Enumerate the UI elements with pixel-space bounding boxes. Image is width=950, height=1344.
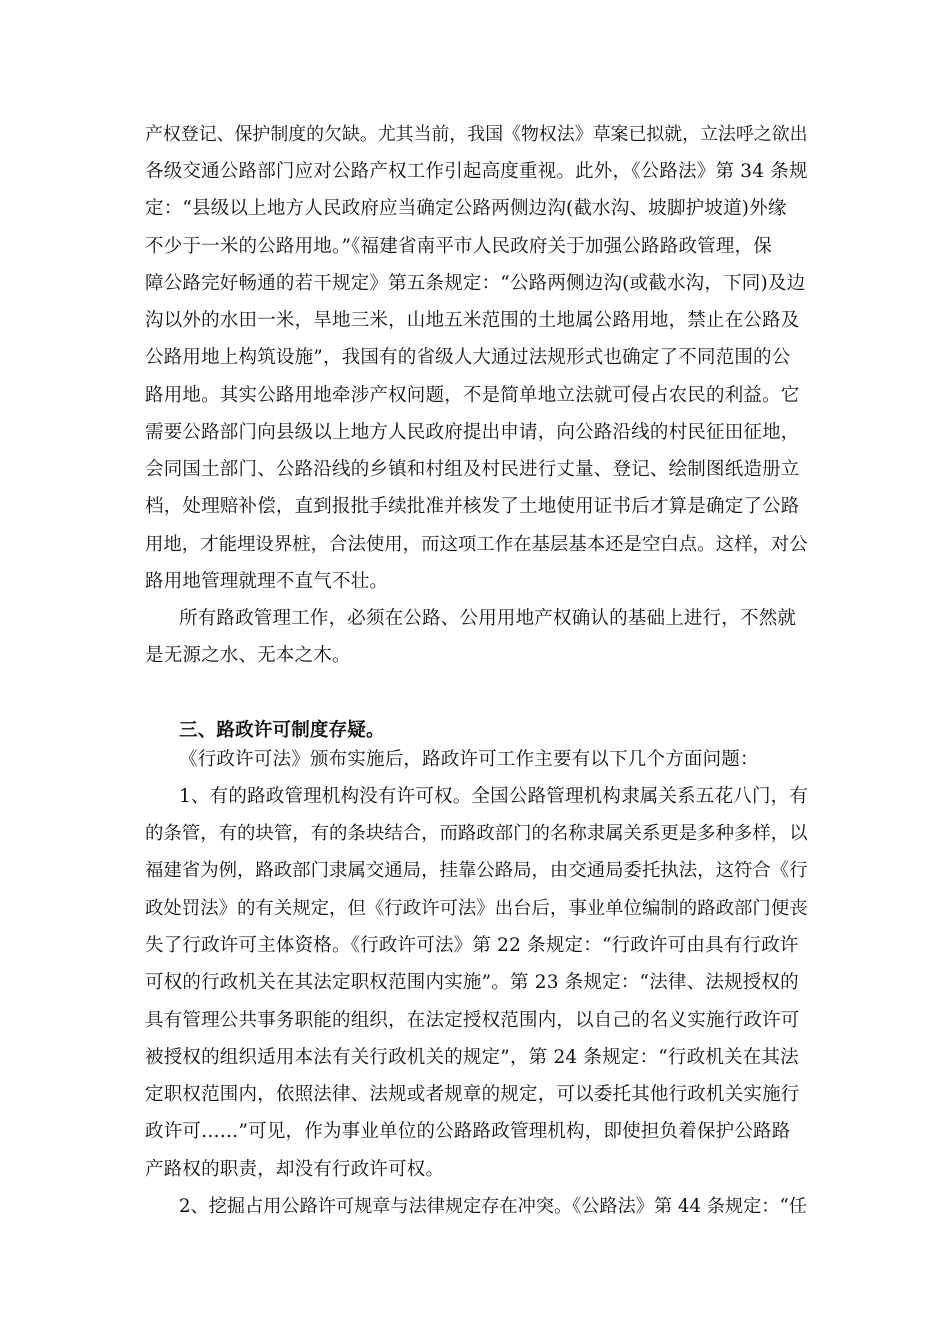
document-body xyxy=(145,0,815,1344)
paragraph-line: 会同国土部门、公路沿线的乡镇和村组及村民进行丈量、登记、绘制图纸造册立 xyxy=(145,459,800,480)
paragraph-line: 1、有的路政管理机构没有许可权。全国公路管理机构隶属关系五花八门，有 xyxy=(179,786,809,807)
paragraph-line: 具有管理公共事务职能的组织，在法定授权范围内，以自己的名义实施行政许可 xyxy=(145,1010,800,1031)
paragraph-line: 定职权范围内，依照法律、法规或者规章的规定，可以委托其他行政机关实施行 xyxy=(145,1084,800,1105)
paragraph-line: 政许可……”可见，作为事业单位的公路路政管理机构，即使担负着保护公路路 xyxy=(145,1121,791,1142)
paragraph-line: 产权登记、保护制度的欠缺。尤其当前，我国《物权法》草案已拟就，立法呼之欲出 xyxy=(145,124,808,145)
paragraph-line: 失了行政许可主体资格。《行政许可法》第 22 条规定：“行政许可由具有行政许 xyxy=(145,935,799,956)
paragraph-line: 沟以外的水田一米，旱地三米，山地五米范围的土地属公路用地，禁止在公路及 xyxy=(145,310,800,331)
paragraph-line: 路用地。其实公路用地牵涉产权问题，不是简单地立法就可侵占农民的利益。它 xyxy=(145,385,800,406)
paragraph-line: 被授权的组织适用本法有关行政机关的规定”，第 24 条规定：“行政机关在其法 xyxy=(145,1047,799,1068)
paragraph-line: 不少于一米的公路用地。”《福建省南平市人民政府关于加强公路路政管理，保 xyxy=(145,236,772,257)
paragraph-line: 产路权的职责，却没有行政许可权。 xyxy=(145,1159,445,1180)
paragraph-line: 的条管，有的块管，有的条块结合，而路政部门的名称隶属关系更是多种多样，以 xyxy=(145,823,808,844)
paragraph-line: 福建省为例，路政部门隶属交通局，挂靠公路局，由交通局委托执法，这符合《行 xyxy=(145,860,808,881)
paragraph-line: 各级交通公路部门应对公路产权工作引起高度重视。此外，《公路法》第 34 条规 xyxy=(145,161,808,182)
paragraph-line: 定：“县级以上地方人民政府应当确定公路两侧边沟(截水沟、坡脚护坡道)外缘 xyxy=(145,198,787,219)
paragraph-line: 所有路政管理工作，必须在公路、公用用地产权确认的基础上进行，不然就 xyxy=(179,608,797,629)
paragraph-line: 公路用地上构筑设施”，我国有的省级人大通过法规形式也确定了不同范围的公 xyxy=(145,347,791,368)
paragraph-line: 2、挖掘占用公路许可规章与法律规定存在冲突。《公路法》第 44 条规定：“任 xyxy=(179,1196,807,1217)
paragraph-line: 《行政许可法》颁布实施后，路政许可工作主要有以下几个方面问题： xyxy=(179,749,759,770)
paragraph-line: 需要公路部门向县级以上地方人民政府提出申请，向公路沿线的村民征田征地， xyxy=(145,422,800,443)
paragraph-line: 档，处理赔补偿，直到报批手续批准并核发了土地使用证书后才算是确定了公路 xyxy=(145,496,800,517)
section-heading: 三、路政许可制度存疑。 xyxy=(179,720,385,741)
paragraph-line: 障公路完好畅通的若干规定》第五条规定：“公路两侧边沟(或截水沟，下同)及边 xyxy=(145,273,806,294)
paragraph-line: 可权的行政机关在其法定职权范围内实施”。第 23 条规定：“法律、法规授权的 xyxy=(145,972,799,993)
paragraph-line: 用地，才能埋设界桩，合法使用，而这项工作在基层基本还是空白点。这样，对公 xyxy=(145,534,808,555)
paragraph-line: 路用地管理就理不直气不壮。 xyxy=(145,571,389,592)
paragraph-line: 是无源之水、无本之木。 xyxy=(145,645,351,666)
paragraph-line: 政处罚法》的有关规定，但《行政许可法》出台后，事业单位编制的路政部门便丧 xyxy=(145,898,808,919)
